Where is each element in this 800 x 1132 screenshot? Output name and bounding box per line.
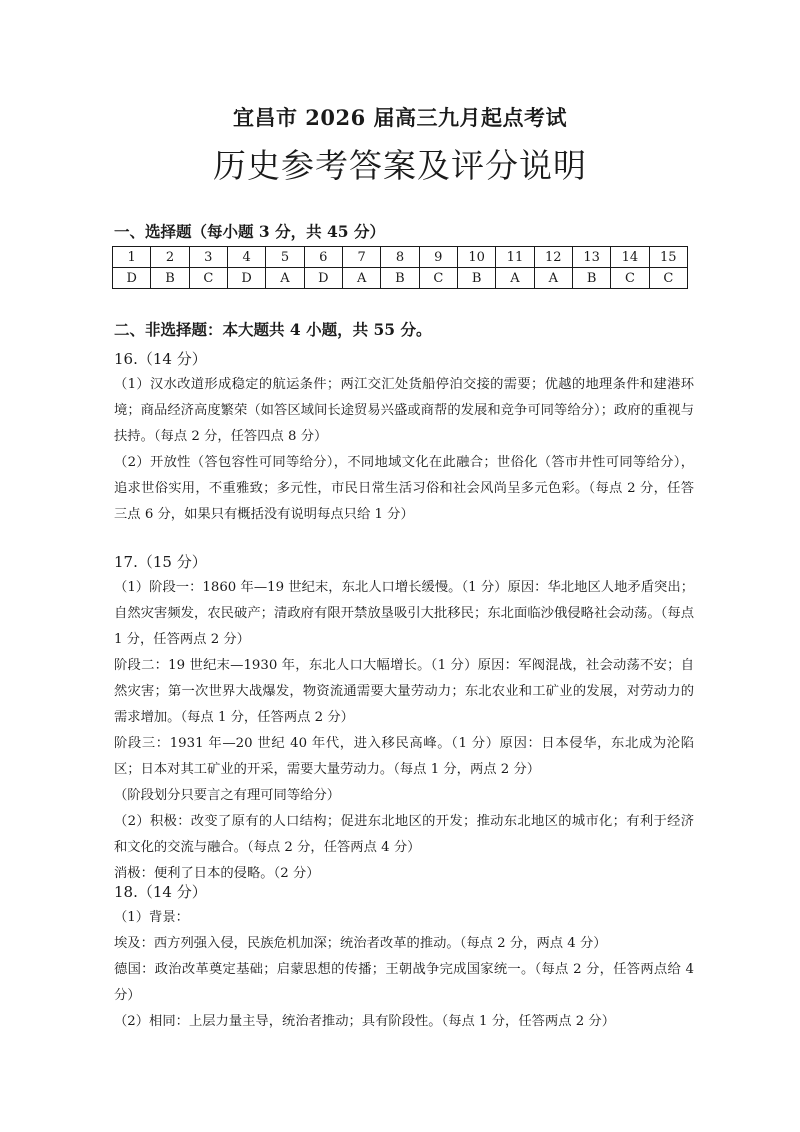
answer-cell: B	[381, 268, 419, 289]
answer-cell: D	[304, 268, 342, 289]
answer-paragraph: （1）汉水改道形成稳定的航运条件；两江交汇处货船停泊交接的需要；优越的地理条件和建港环境；商品经济高度繁荣（如答区域间长途贸易兴盛或商帮的发展和竞争可同等给分）；政府的重视与扶持。（每点 2 分，任答四点 8 分）	[114, 377, 694, 444]
question-number-cell: 5	[266, 247, 304, 268]
answer-paragraph: （2）相同：上层力量主导，统治者推动；具有阶段性。（每点 1 分，任答两点 2 分）	[114, 1014, 616, 1029]
question-16-answer	[114, 372, 694, 528]
answer-key-table	[112, 246, 688, 289]
question-number-cell: 1	[113, 247, 151, 268]
answer-cell: C	[189, 268, 227, 289]
answer-paragraph: （1）背景：	[114, 910, 189, 925]
question-number-cell: 12	[534, 247, 572, 268]
answer-paragraph: 埃及：西方列强入侵，民族危机加深；统治者改革的推动。（每点 2 分，两点 4 分）	[114, 936, 607, 951]
answer-paragraph: （2）开放性（答包容性可同等给分），不同地域文化在此融合；世俗化（答市井性可同等给分），追求世俗实用，不重雅致；多元性，市民日常生活习俗和社会风尚呈多元色彩。（每点 2 分，任答三点 6 分，如果只有概括没有说明每点只给 1 分）	[114, 455, 694, 522]
answer-paragraph: 阶段二：19 世纪末—1930 年，东北人口大幅增长。（1 分）原因：军阀混战，社会动荡不安；自然灾害；第一次世界大战爆发，物资流通需要大量劳动力；东北农业和工矿业的发展，对劳动力的需求增加。（每点 1 分，任答两点 2 分）	[114, 658, 694, 725]
question-17-title: 17.（15 分）	[114, 553, 207, 571]
question-number-cell: 14	[611, 247, 649, 268]
exam-title: 宜昌市 2026 届高三九月起点考试	[232, 105, 568, 130]
answer-cell: C	[419, 268, 457, 289]
question-18-answer	[114, 905, 694, 1035]
answer-cell: D	[227, 268, 265, 289]
question-number-cell: 11	[496, 247, 534, 268]
question-number-cell: 13	[572, 247, 610, 268]
answer-paragraph: 消极：便利了日本的侵略。（2 分）	[114, 866, 320, 881]
question-number-cell: 15	[649, 247, 687, 268]
question-number-cell: 9	[419, 247, 457, 268]
document-title: 历史参考答案及评分说明	[213, 146, 587, 185]
answer-cell: D	[113, 268, 151, 289]
question-number-cell: 10	[457, 247, 495, 268]
section-1-heading: 一、选择题（每小题 3 分，共 45 分）	[114, 222, 385, 241]
answer-cell: A	[496, 268, 534, 289]
answer-paragraph: 德国：政治改革奠定基础；启蒙思想的传播；王朝战争完成国家统一。（每点 2 分，任答两点给 4 分）	[114, 962, 694, 1003]
answer-paragraph: 阶段三：1931 年—20 世纪 40 年代，进入移民高峰。（1 分）原因：日本侵华，东北成为沦陷区；日本对其工矿业的开采，需要大量劳动力。（每点 1 分，两点 2 分）	[114, 736, 694, 777]
answer-cell: B	[457, 268, 495, 289]
answer-cell: A	[266, 268, 304, 289]
answer-paragraph: （阶段划分只要言之有理可同等给分）	[114, 788, 341, 803]
answer-cell: A	[342, 268, 380, 289]
answer-paragraph: （2）积极：改变了原有的人口结构；促进东北地区的开发；推动东北地区的城市化；有利于经济和文化的交流与融合。（每点 2 分，任答两点 4 分）	[114, 814, 694, 855]
question-number-cell: 8	[381, 247, 419, 268]
question-number-row	[113, 247, 688, 268]
answer-cell: B	[151, 268, 189, 289]
question-number-cell: 6	[304, 247, 342, 268]
question-number-cell: 7	[342, 247, 380, 268]
question-17-answer	[114, 575, 694, 887]
answer-cell: A	[534, 268, 572, 289]
question-16-title: 16.（14 分）	[114, 350, 207, 368]
question-18-title: 18.（14 分）	[114, 883, 207, 901]
answer-cell: C	[611, 268, 649, 289]
answer-cell: C	[649, 268, 687, 289]
question-number-cell: 4	[227, 247, 265, 268]
question-number-cell: 2	[151, 247, 189, 268]
answer-row	[113, 268, 688, 289]
section-2-heading: 二、非选择题：本大题共 4 小题，共 55 分。	[114, 320, 432, 339]
answer-paragraph: （1）阶段一：1860 年—19 世纪末，东北人口增长缓慢。（1 分）原因：华北地区人地矛盾突出；自然灾害频发，农民破产；清政府有限开禁放垦吸引大批移民；东北面临沙俄侵略社会动荡。（每点 1 分，任答两点 2 分）	[114, 580, 694, 647]
answer-cell: B	[572, 268, 610, 289]
question-number-cell: 3	[189, 247, 227, 268]
